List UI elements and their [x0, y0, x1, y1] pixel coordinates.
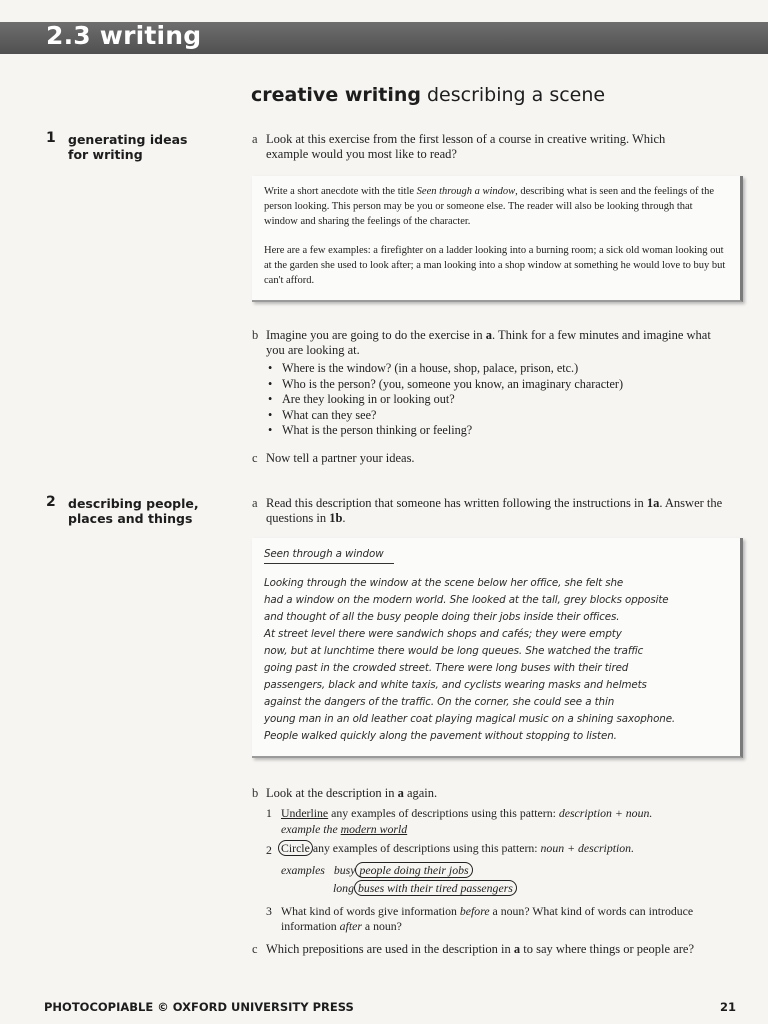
- b-text: Imagine you are going to do the exercise in: [266, 328, 486, 342]
- q2-example1-word: busy: [333, 863, 356, 877]
- handwritten-line: had a window on the modern world. She looked at the tall, grey blocks opposite: [264, 594, 669, 606]
- q1-text: [281, 806, 731, 821]
- section1-b-mark: b: [252, 328, 259, 342]
- section1-b-text: [266, 328, 716, 358]
- q1-underline-word: Underline: [281, 806, 329, 820]
- s2a-text: Read this description that someone has written following the instructions in: [266, 496, 647, 510]
- bullet-item: • Where is the window? (in a house, shop, palace, prison, etc.): [282, 361, 742, 377]
- page-number: 21: [720, 1000, 737, 1014]
- b-text-ref: a: [485, 328, 492, 342]
- q1-example-underlined: modern world: [340, 822, 408, 836]
- section1-c-text: Now tell a partner your ideas.: [266, 451, 415, 465]
- handwritten-line: At street level there were sandwich shops and cafés; they were empty: [264, 628, 622, 640]
- q2-number: 2: [266, 843, 272, 857]
- bullet-item: • Are they looking in or looking out?: [282, 392, 742, 408]
- lesson-title-sub: describing a scene: [426, 84, 606, 106]
- handwritten-line: young man in an old leather coat playing magical music on a shining saxophone.: [264, 713, 676, 725]
- s2b-ref: a: [397, 786, 404, 800]
- q2-instruction: any examples of descriptions using this pattern:: [312, 841, 541, 855]
- q3-before: before: [459, 904, 490, 918]
- q2-text: [278, 841, 728, 856]
- handwritten-line: Looking through the window at the scene below her office, she felt she: [264, 577, 624, 589]
- q1-instruction: any examples of descriptions using this pattern:: [328, 806, 559, 820]
- b-text-end: . Think for a few minutes and imagine what you are looking at.: [266, 328, 711, 357]
- s2a-text-end: .: [342, 511, 346, 525]
- section1-number: 1: [46, 130, 56, 146]
- q2-example1: [281, 863, 473, 878]
- s2c-text: Which prepositions are used in the description in: [266, 942, 514, 956]
- s2c-ref: a: [513, 942, 521, 956]
- question-bullets: [266, 361, 742, 439]
- q1-example-text: [323, 822, 407, 836]
- q3-number: 3: [266, 904, 272, 918]
- section2-a-mark: a: [252, 496, 258, 510]
- exercise-box-para2: Here are a few examples: a firefighter on a ladder looking into a burning room; a sick old woman looking out at the garden she used to look after; a man looking into a shop window at something he would love to buy but can't afford.: [264, 245, 726, 286]
- section2-a-text: [266, 496, 746, 526]
- section2-b-mark: b: [252, 786, 259, 800]
- lesson-title-main: creative writing: [251, 84, 421, 106]
- q2-example2-circled: buses with their tired passengers: [354, 880, 517, 896]
- q3-after: after: [339, 919, 362, 933]
- box-p1-text-end: , describing what is seen and the feelings of the person looking. This person may be you or someone else. The reader will also be looking through that window and sharing the feelings of the character.: [264, 186, 714, 227]
- q3-text-end: a noun?: [361, 919, 402, 933]
- section-title: 2.3 writing: [46, 21, 202, 50]
- q1-example-pre: the: [323, 822, 341, 836]
- q3-text: [281, 904, 721, 934]
- exercise-box: [252, 176, 743, 302]
- s2a-ref1: 1a: [646, 496, 660, 510]
- bullet-item: • Who is the person? (you, someone you know, an imaginary character): [282, 377, 742, 393]
- footer-copyright: PHOTOCOPIABLE © OXFORD UNIVERSITY PRESS: [44, 1000, 354, 1014]
- section2-number: 2: [46, 494, 56, 510]
- handwritten-line: against the dangers of the traffic. On the corner, she could see a thin: [264, 696, 615, 708]
- handwritten-description-box: [252, 538, 743, 758]
- section2-b-text: [266, 786, 437, 801]
- section2-title: describing people, places and things: [68, 496, 199, 526]
- q1-pattern: description + noun.: [558, 806, 653, 820]
- s2b-text-end: again.: [403, 786, 438, 800]
- handwritten-line: People walked quickly along the pavement without stopping to listen.: [264, 730, 617, 742]
- lesson-title: [251, 84, 605, 106]
- s2b-text: Look at the description in: [266, 786, 398, 800]
- exercise-box-para1: [264, 184, 726, 229]
- q1-example: [281, 822, 407, 837]
- q3-text-mid: a noun? What kind of words can introduce information: [281, 904, 694, 933]
- q2-examples-label: examples: [281, 863, 325, 877]
- section2-c-mark: c: [252, 942, 258, 956]
- q2-example1-circled: people doing their jobs: [355, 862, 472, 878]
- s2a-text-mid: . Answer the questions in: [266, 496, 723, 525]
- bullet-item: • What is the person thinking or feeling?: [282, 423, 742, 439]
- handwritten-line: passengers, black and white taxis, and cyclists wearing masks and helmets: [264, 679, 647, 691]
- s2c-text-end: to say where things or people are?: [520, 942, 695, 956]
- q1-number: 1: [266, 806, 272, 820]
- handwritten-title: Seen through a window: [264, 546, 394, 564]
- bullet-item: • What can they see?: [282, 408, 742, 424]
- section1-a-text: Look at this exercise from the first lesson of a course in creative writing. Which example would you most like to read?: [266, 132, 666, 161]
- q2-example2-word: long: [333, 881, 354, 895]
- handwritten-line: going past in the crowded street. There were long buses with their tired: [264, 662, 629, 674]
- section2-c-text: [266, 942, 706, 957]
- box-p1-title: Seen through a window: [416, 186, 516, 197]
- handwritten-text: [264, 575, 738, 745]
- handwritten-line: and thought of all the busy people doing their jobs inside their offices.: [264, 611, 620, 623]
- handwritten-line: now, but at lunchtime there would be long queues. She watched the traffic: [264, 645, 644, 657]
- q1-example-label: example: [281, 822, 321, 836]
- q2-example2: [333, 881, 517, 896]
- q3-text-start: What kind of words give information: [281, 904, 460, 918]
- section1-title: generating ideas for writing: [68, 132, 188, 162]
- q2-circled-word: Circle: [278, 840, 313, 856]
- section1-c-mark: c: [252, 451, 258, 465]
- q2-pattern: noun + description.: [540, 841, 635, 855]
- section1-a-mark: a: [252, 132, 258, 146]
- box-p1-text: Write a short anecdote with the title: [264, 186, 417, 197]
- s2a-ref2: 1b: [329, 511, 343, 525]
